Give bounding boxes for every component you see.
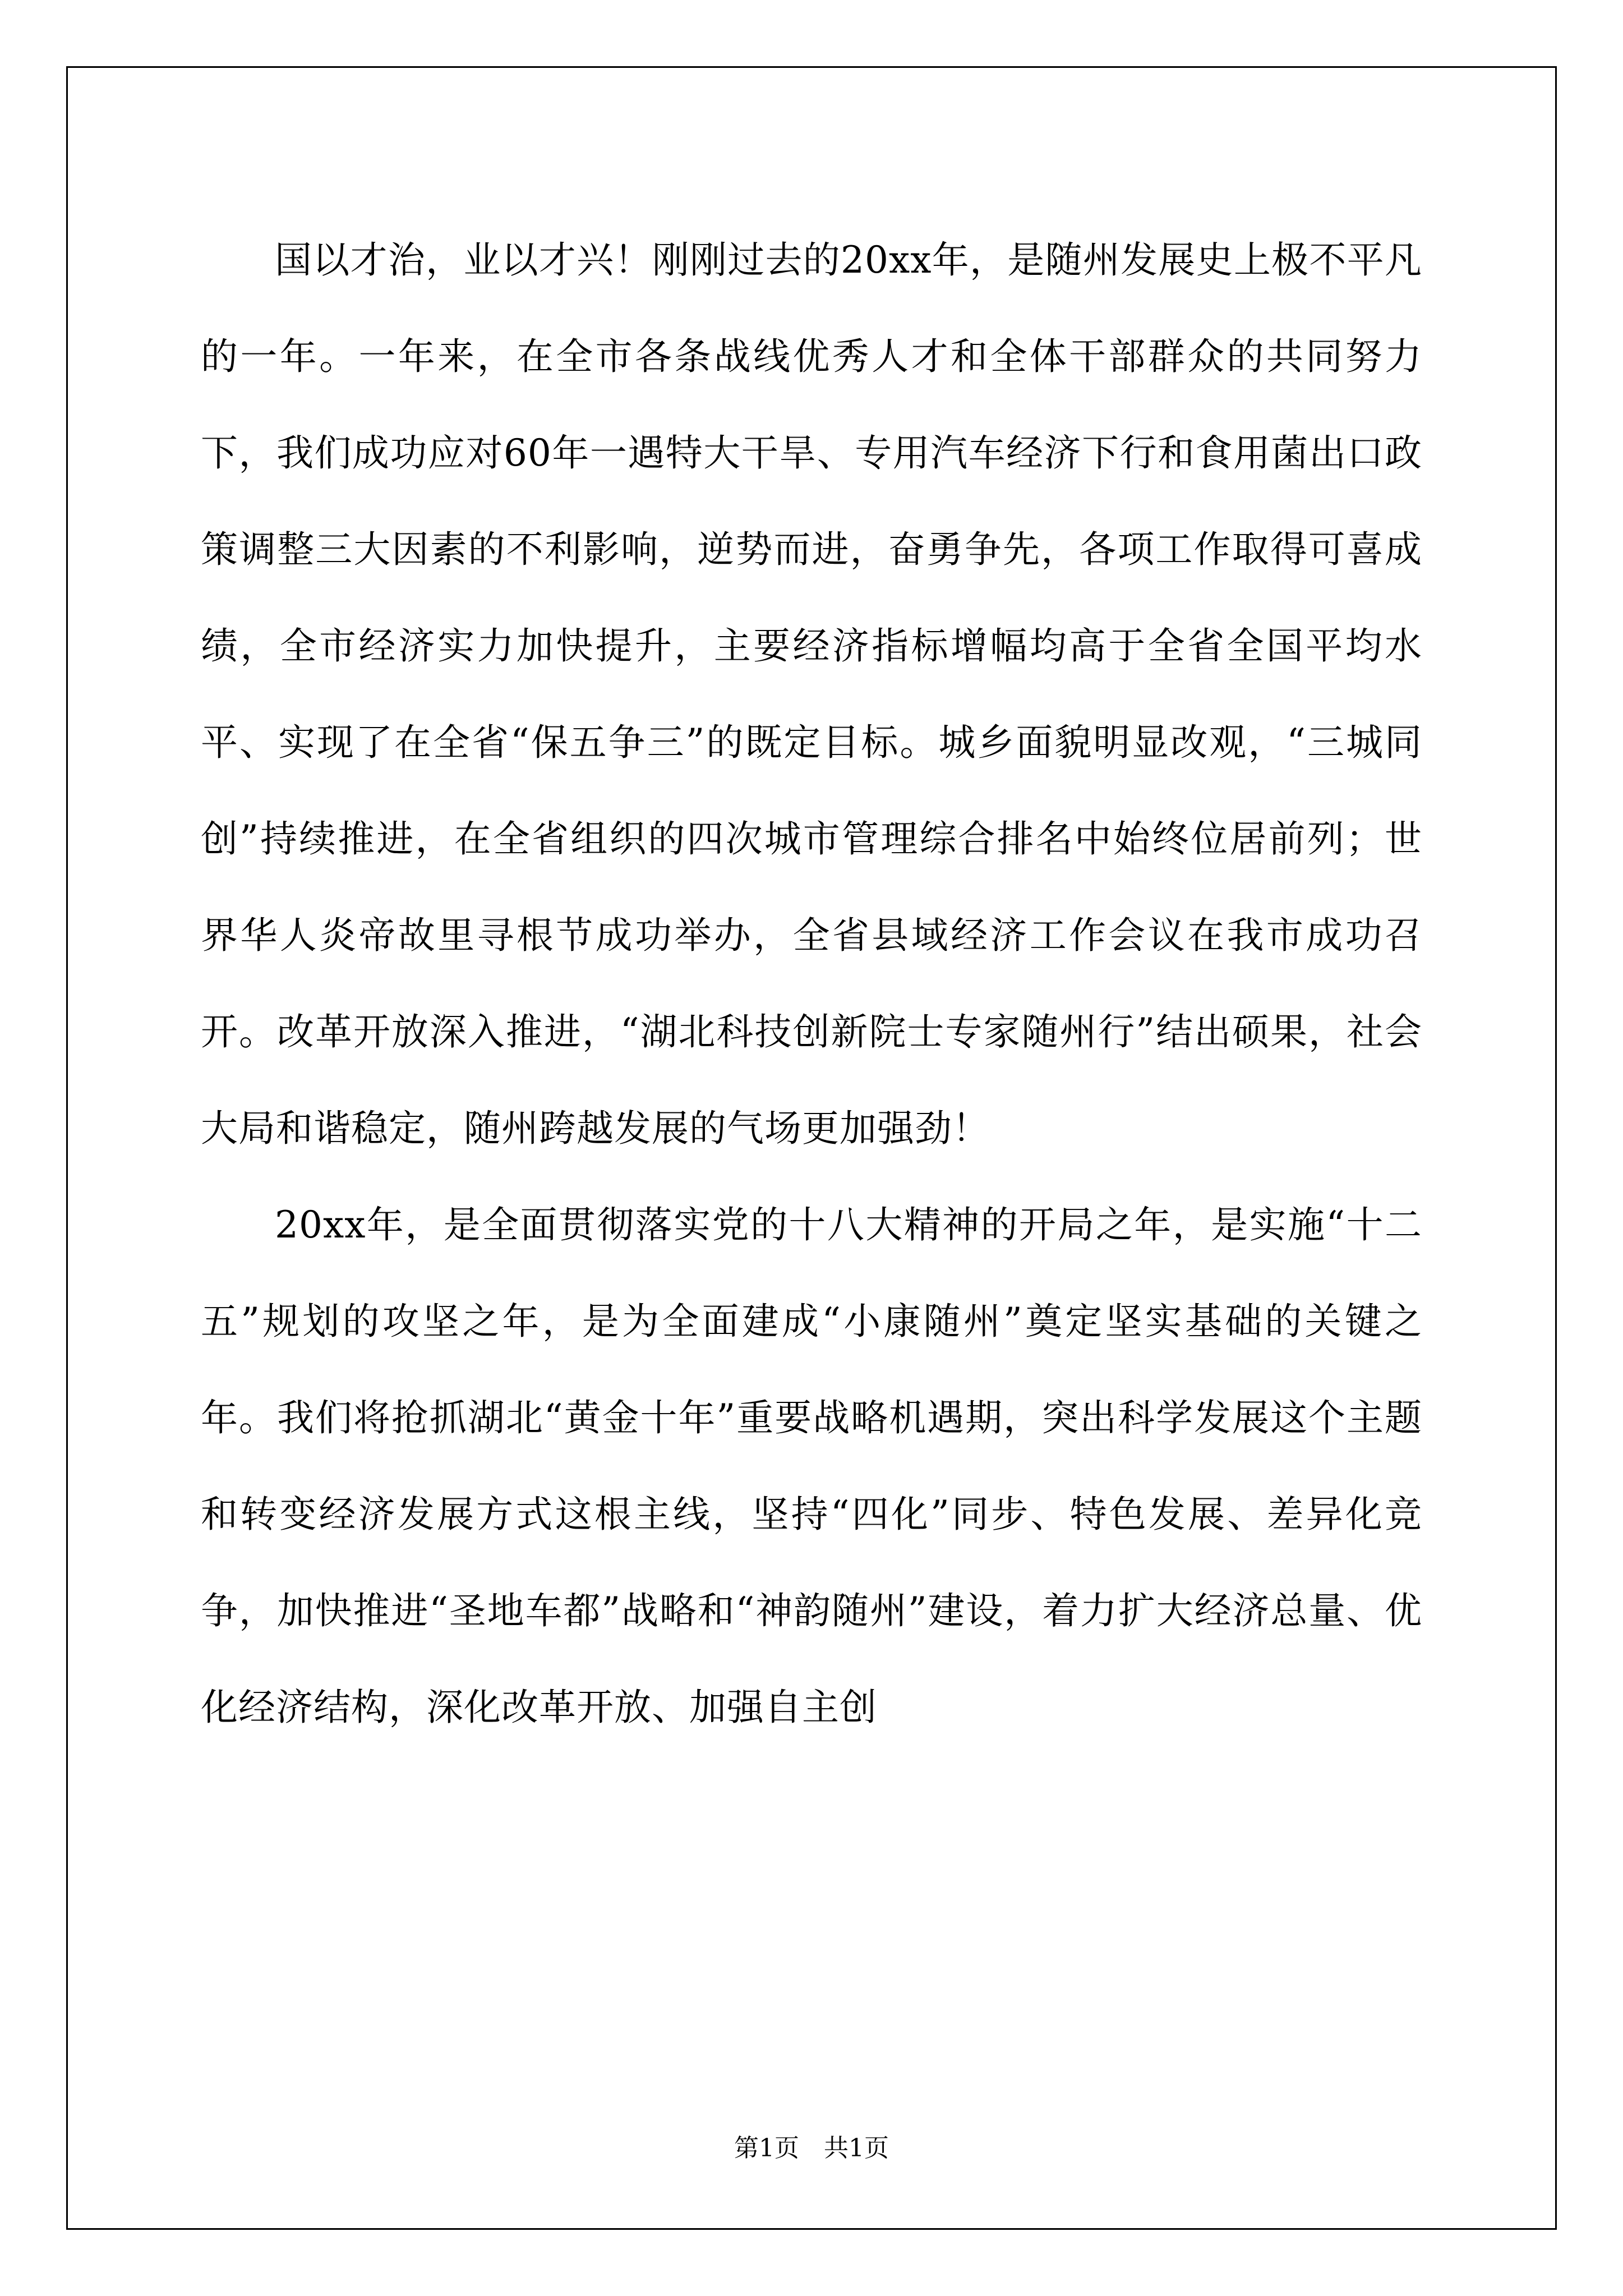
document-body — [201, 212, 1422, 1756]
paragraph-1: 国以才治，业以才兴！刚刚过去的20xx年，是随州发展史上极不平凡的一年。一年来，在全市各条战线优秀人才和全体干部群众的共同努力下，我们成功应对60年一遇特大干旱、专用汽车经济下行和食用菌出口政策调整三大因素的不利影响，逆势而进，奋勇争先，各项工作取得可喜成绩，全市经济实力加快提升，主要经济指标增幅均高于全省全国平均水平、实现了在全省“保五争三”的既定目标。城乡面貌明显改观，“三城同创”持续推进，在全省组织的四次城市管理综合排名中始终位居前列；世界华人炎帝故里寻根节成功举办，全省县域经济工作会议在我市成功召开。改革开放深入推进，“湖北科技创新院士专家随州行”结出硕果，社会大局和谐稳定，随州跨越发展的气场更加强劲！ — [201, 238, 1422, 1150]
paragraph-2: 20xx年，是全面贯彻落实党的十八大精神的开局之年，是实施“十二五”规划的攻坚之年，是为全面建成“小康随州”奠定坚实基础的关键之年。我们将抢抓湖北“黄金十年”重要战略机遇期，突出科学发展这个主题和转变经济发展方式这根主线，坚持“四化”同步、特色发展、差异化竞争，加快推进“圣地车都”战略和“神韵随州”建设，着力扩大经济总量、优化经济结构，深化改革开放、加强自主创 — [201, 1203, 1422, 1729]
page-footer: 第1页 共1页 — [734, 2134, 889, 2162]
